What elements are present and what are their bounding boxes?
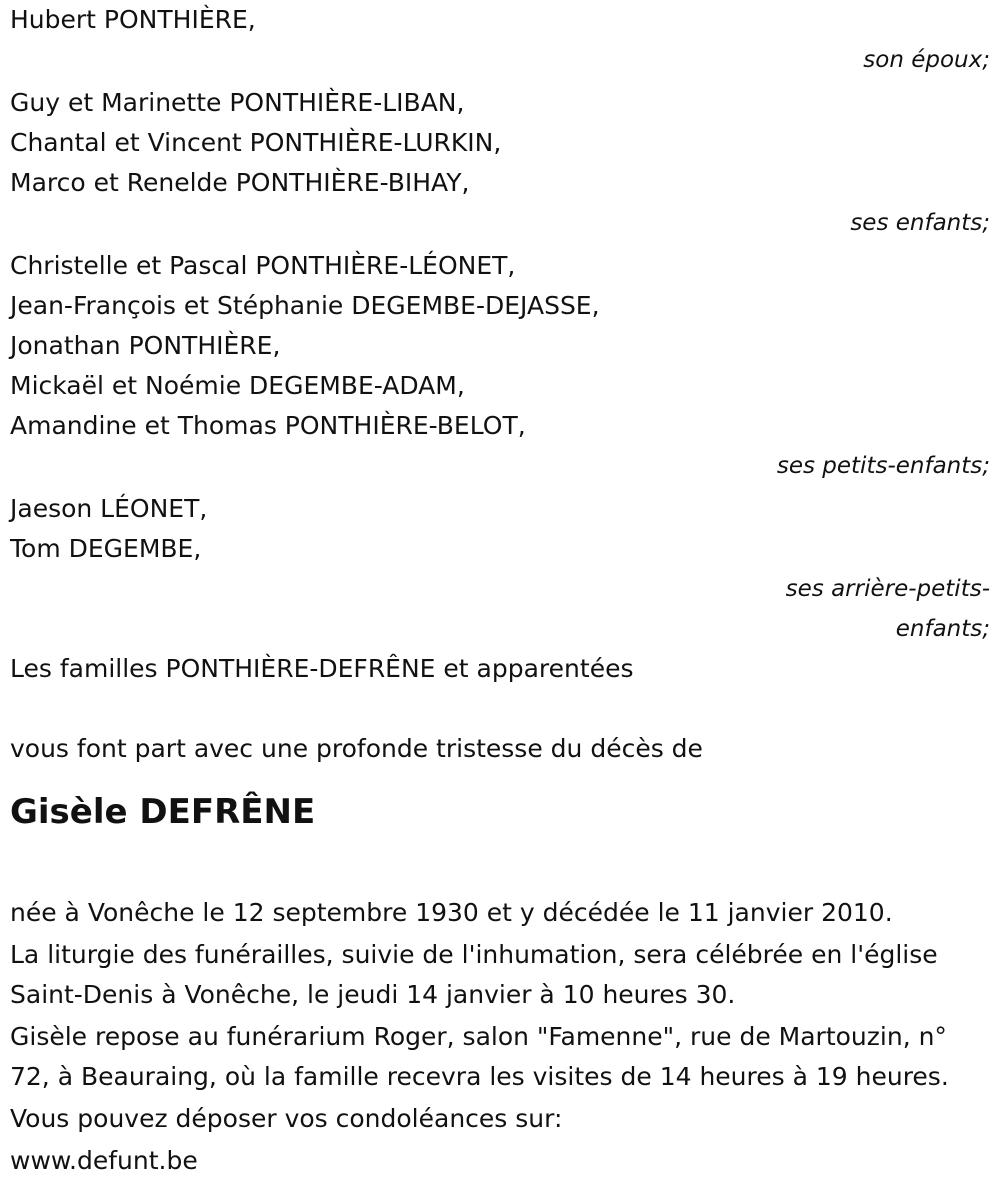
spouse-group [10, 0, 990, 80]
grandchild-name: Mickaël et Noémie DEGEMBE-ADAM, [10, 371, 465, 400]
birth-death-text: née à Vonêche le 12 septembre 1930 et y décédée le 11 janvier 2010. [10, 898, 893, 927]
liturgy-text: La liturgie des funérailles, suivie de l'inhumation, sera célébrée en l'église Saint-Denis à Vonêche, le jeudi 14 janvier à 10 heures 30. [10, 940, 938, 1009]
announcement-line: vous font part avec une profonde tristesse du décès de [10, 734, 703, 763]
repose-text: Gisèle repose au funérarium Roger, salon "Famenne", rue de Martouzin, n° 72, à Beauraing, où la famille recevra les visites de 14 heures à 19 heures. [10, 1022, 949, 1091]
child-name: Marco et Renelde PONTHIÈRE-BIHAY, [10, 168, 470, 197]
grandchild-name: Amandine et Thomas PONTHIÈRE-BELOT, [10, 411, 526, 440]
grandchildren-role: ses petits-enfants; [776, 453, 990, 479]
website-link[interactable]: www.defunt.be [10, 1146, 198, 1175]
spouse-role: son époux; [863, 47, 990, 73]
deceased-name: Gisèle DEFRÊNE [10, 792, 316, 832]
great-grandchild-name: Tom DEGEMBE, [10, 534, 202, 563]
grandchild-name: Christelle et Pascal PONTHIÈRE-LÉONET, [10, 251, 516, 280]
children-group [10, 83, 990, 243]
grandchild-name: Jean-François et Stéphanie DEGEMBE-DEJASSE, [10, 291, 600, 320]
grandchildren-group [10, 246, 990, 486]
great-grandchild-name: Jaeson LÉONET, [10, 494, 208, 523]
great-grandchildren-role-line2: enfants; [895, 616, 990, 642]
child-name: Guy et Marinette PONTHIÈRE-LIBAN, [10, 88, 465, 117]
great-grandchildren-role-line1: ses arrière-petits- [785, 576, 990, 602]
spouse-name: Hubert PONTHIÈRE, [10, 5, 256, 34]
children-role: ses enfants; [850, 210, 990, 236]
great-grandchildren-group [10, 489, 990, 649]
families-line: Les familles PONTHIÈRE-DEFRÊNE et apparentées [10, 654, 634, 683]
condolences-text: Vous pouvez déposer vos condoléances sur: [10, 1104, 563, 1133]
grandchild-name: Jonathan PONTHIÈRE, [10, 331, 281, 360]
child-name: Chantal et Vincent PONTHIÈRE-LURKIN, [10, 128, 502, 157]
